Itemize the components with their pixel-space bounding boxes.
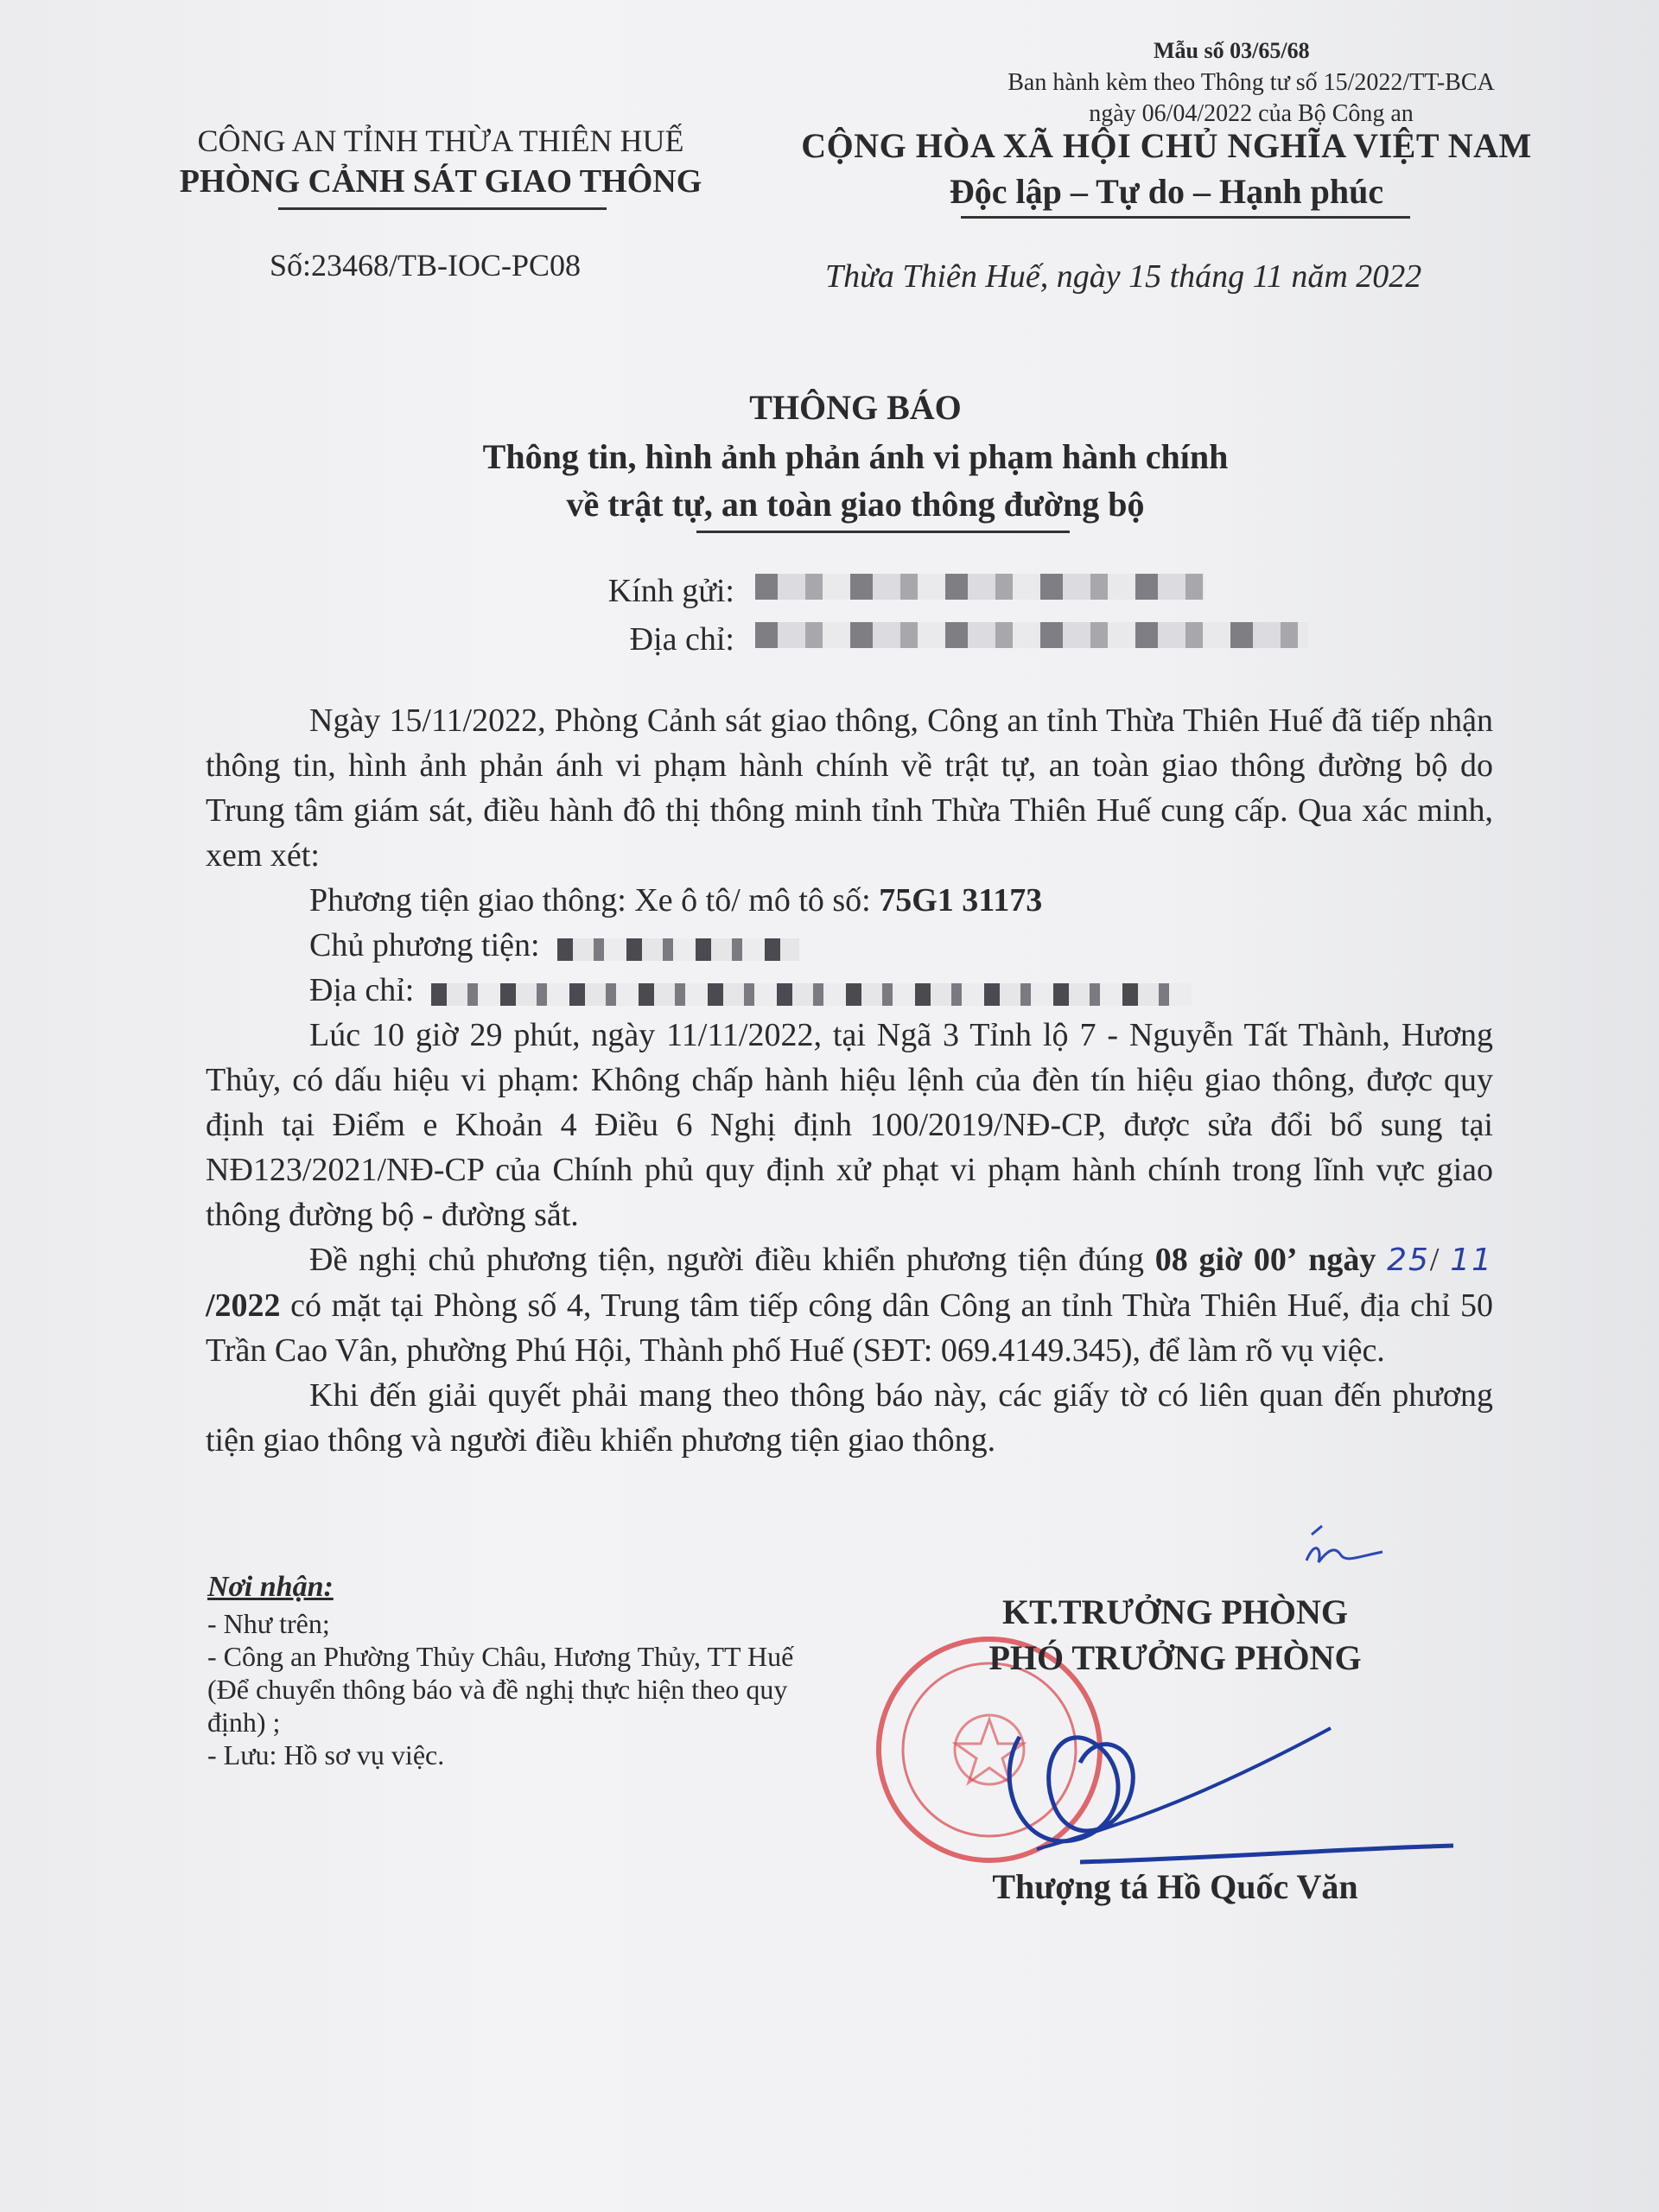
agency-underline [278, 207, 607, 210]
motto-underline [961, 216, 1410, 219]
paragraph-violation: Lúc 10 giờ 29 phút, ngày 11/11/2022, tại Ngã 3 Tỉnh lộ 7 - Nguyễn Tất Thành, Hương Thủy, có dấu hiệu vi phạm: Không chấp hành hiệu lệnh của đèn tín hiệu giao thông, được quy định tại Điểm e Khoản 4 Điều 6 Nghị định 100/2019/NĐ-CP, được sửa đổi bổ sung tại NĐ123/2021/NĐ-CP của Chính phủ quy định xử phạt vi phạm hành chính trong lĩnh vực giao thông đường bộ - đường sắt. [206, 1017, 1493, 1233]
paragraph-request: Đề nghị chủ phương tiện, người điều khiển phương tiện đúng 08 giờ 00’ ngày 25/ 11 /2022 có mặt tại Phòng số 4, Trung tâm tiếp công dân Công an tỉnh Thừa Thiên Huế, địa chỉ 50 Trần Cao Vân, phường Phú Hội, Thành phố Huế (SĐT: 069.4149.345), để làm rõ vụ việc. [206, 1242, 1494, 1369]
signature-title [899, 1592, 1452, 1678]
paragraph-intro: Ngày 15/11/2022, Phòng Cảnh sát giao thông, Công an tỉnh Thừa Thiên Huế đã tiếp nhận thông tin, hình ảnh phản ánh vi phạm hành chính về trật tự, an toàn giao thông đường bộ do Trung tâm giám sát, điều hành đô thị thông minh tỉnh Thừa Thiên Huế cung cấp. Qua xác minh, xem xét: [206, 702, 1493, 874]
owner-address-line [206, 968, 1493, 1013]
vehicle-line [206, 878, 1493, 923]
signer-authority: KT.TRƯỞNG PHÒNG [1002, 1592, 1348, 1631]
country-name: CỘNG HÒA XÃ HỘI CHỦ NGHĨA VIỆT NAM [801, 126, 1532, 165]
title-sub-2: về trật tự, an toàn giao thông đường bộ [566, 485, 1145, 524]
redacted-owner [557, 938, 799, 961]
redacted-recipient-name [755, 574, 1205, 600]
title-underline [696, 531, 1070, 533]
national-motto: Độc lập – Tự do – Hạnh phúc [949, 172, 1384, 211]
signer-name: Thượng tá Hồ Quốc Văn [992, 1867, 1358, 1906]
appointment-day-label: ngày [1308, 1242, 1376, 1278]
owner-line [206, 923, 1493, 968]
form-number: Mẫu số 03/65/68 [1154, 38, 1310, 63]
owner-label: Chủ phương tiện: [309, 927, 540, 963]
document-title [259, 387, 1452, 524]
recipient-item: - Lưu: Hồ sơ vụ việc. [207, 1739, 445, 1770]
agency-parent: CÔNG AN TỈNH THỪA THIÊN HUẾ [197, 124, 684, 158]
handwritten-signature [959, 1676, 1460, 1884]
form-issuance-note [966, 67, 1536, 130]
request-text-a: Đề nghị chủ phương tiện, người điều khiển phương tiện đúng [309, 1242, 1155, 1278]
national-heading [778, 125, 1555, 212]
agency-name: PHÒNG CẢNH SÁT GIAO THÔNG [179, 163, 702, 200]
redacted-recipient-address [755, 622, 1308, 648]
document-number: Số:23468/TB-IOC-PC08 [270, 248, 582, 283]
document-date: Thừa Thiên Huế, ngày 15 tháng 11 năm 2022 [825, 258, 1422, 295]
title-sub-1: Thông tin, hình ảnh phản ánh vi phạm hành chính [482, 437, 1229, 476]
signer-position: PHÓ TRƯỞNG PHÒNG [988, 1638, 1362, 1677]
handwritten-initial-mark [1303, 1522, 1386, 1571]
paragraph-closing: Khi đến giải quyết phải mang theo thông báo này, các giấy tờ có liên quan đến phương tiện giao thông và người điều khiển phương tiện giao thông. [206, 1377, 1493, 1459]
redacted-owner-address [431, 983, 1192, 1006]
recipient-item: - Như trên; [207, 1608, 330, 1639]
request-text-b: có mặt tại Phòng số 4, Trung tâm tiếp công dân Công an tỉnh Thừa Thiên Huế, địa chỉ 50 Trần Cao Vân, phường Phú Hội, Thành phố Huế (SĐT: 069.4149.345), để làm rõ vụ việc. [206, 1287, 1493, 1369]
recipient-label: Kính gửi: [607, 573, 734, 609]
recipient-item: - Công an Phường Thủy Châu, Hương Thủy, TT Huế (Để chuyển thông báo và đề nghị thực hiện theo quy định) ; [207, 1641, 794, 1738]
title-main: THÔNG BÁO [749, 388, 962, 427]
recipients-heading: Nơi nhận: [207, 1571, 334, 1603]
form-issuance-line-1: Ban hành kèm theo Thông tư số 15/2022/TT-BCA [1007, 69, 1495, 96]
recipient-address-label: Địa chỉ: [629, 621, 734, 658]
owner-address-label: Địa chỉ: [309, 972, 415, 1008]
appointment-time: 08 giờ 00’ [1154, 1242, 1298, 1278]
handwritten-day: 25 [1387, 1243, 1430, 1278]
plate-number: 75G1 31173 [879, 882, 1043, 918]
recipient-block [406, 567, 1308, 664]
document-body [206, 698, 1493, 1463]
appointment-year: /2022 [206, 1287, 281, 1324]
form-issuance-line-2: ngày 06/04/2022 của Bộ Công an [1089, 100, 1414, 127]
vehicle-label: Phương tiện giao thông: Xe ô tô/ mô tô số: [309, 882, 880, 918]
handwritten-month: 11 [1450, 1243, 1494, 1278]
recipients-list [207, 1571, 830, 1771]
issuing-agency [138, 123, 743, 200]
